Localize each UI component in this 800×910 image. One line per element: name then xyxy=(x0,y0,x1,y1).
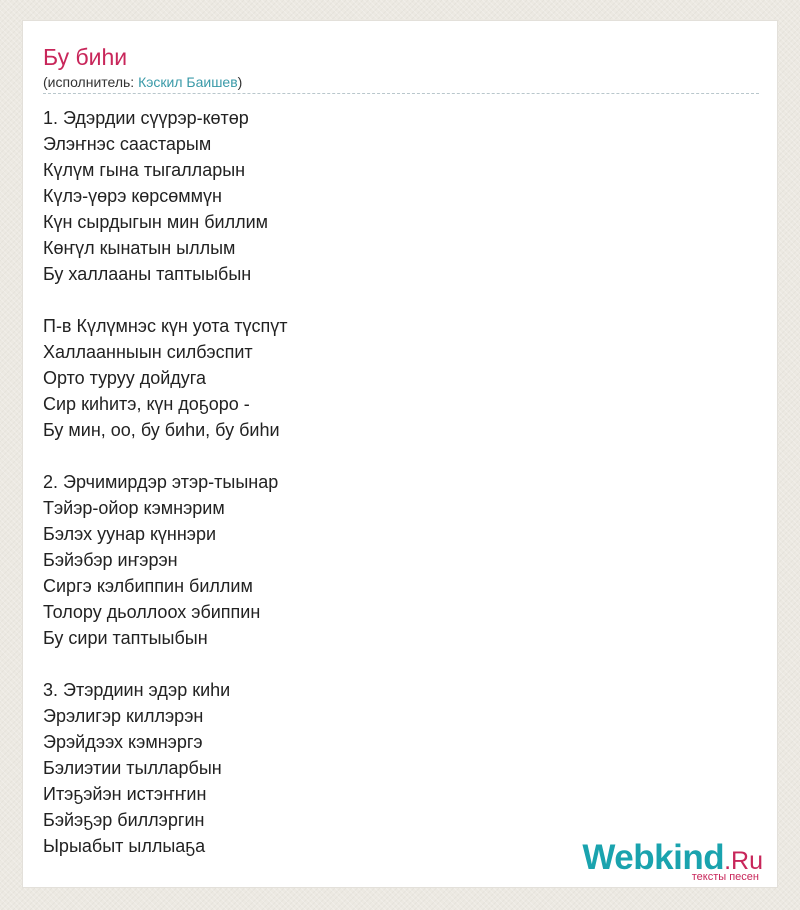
brand-logo[interactable] xyxy=(569,839,769,883)
stanza-break xyxy=(43,287,743,313)
lyric-line: Көҥүл кынатын ыллым xyxy=(43,238,236,258)
lyric-line: 2. Эрчимирдэр этэр-тыынар xyxy=(43,472,279,492)
lyric-line: Күн сырдыгын мин биллим xyxy=(43,212,269,232)
lyric-line: Бэлиэтии тылларбын xyxy=(43,758,222,778)
song-title: Бу биһи xyxy=(43,44,128,70)
lyric-line: Элэҥнэс саастарым xyxy=(43,134,212,154)
lyric-line: Ырыабыт ыллыаҕа xyxy=(43,836,206,856)
lyric-line: 1. Эдэрдии сүүрэр-көтөр xyxy=(43,108,249,128)
lyric-line: Бу сири таптыыбын xyxy=(43,628,208,648)
lyric-line: Орто туруу дойдуга xyxy=(43,368,206,388)
performer-suffix: ) xyxy=(237,74,243,90)
lyric-line: Эрэлигэр киллэрэн xyxy=(43,706,204,726)
lyric-line: Бэйэбэр иҥэрэн xyxy=(43,550,178,570)
lyric-line: Бу халлааны таптыыбын xyxy=(43,264,252,284)
stanza-break xyxy=(43,651,743,677)
title-divider xyxy=(43,93,759,94)
performer-line xyxy=(43,73,242,91)
lyrics-card xyxy=(22,20,778,888)
brand-name: Webkind xyxy=(582,838,725,877)
lyric-line: Эрэйдээх кэмнэргэ xyxy=(43,732,203,752)
lyric-line: П-в Күлүмнэс күн уота түспүт xyxy=(43,316,288,336)
lyric-line: Күлэ-үөрэ көрсөммүн xyxy=(43,186,222,206)
brand-tld: .Ru xyxy=(724,847,763,875)
brand-tagline: тексты песен xyxy=(691,871,759,883)
performer-prefix: (исполнитель: xyxy=(43,74,139,90)
lyric-line: Толору дьоллоох эбиппин xyxy=(43,602,261,622)
lyric-line: Бэйэҕэр биллэргин xyxy=(43,810,205,830)
lyric-line: Күлүм гына тыгалларын xyxy=(43,160,246,180)
lyric-line: Итэҕэйэн истэҥҥин xyxy=(43,784,207,804)
lyric-line: Тэйэр-ойор кэмнэрим xyxy=(43,498,225,518)
lyric-line: Бу мин, оо, бу биһи, бу биһи xyxy=(43,420,280,440)
lyric-line: Сиргэ кэлбиппин биллим xyxy=(43,576,253,596)
stanza-break xyxy=(43,443,743,469)
lyric-line: Сир киһитэ, күн доҕоро - xyxy=(43,394,250,414)
lyric-line: Бэлэх уунар күннэри xyxy=(43,524,217,544)
lyrics-text xyxy=(43,105,743,859)
lyric-line: 3. Этэрдиин эдэр киһи xyxy=(43,680,231,700)
lyric-line: Халлаанныын силбэспит xyxy=(43,342,253,362)
performer-link[interactable]: Кэскил Баишев xyxy=(138,74,238,90)
